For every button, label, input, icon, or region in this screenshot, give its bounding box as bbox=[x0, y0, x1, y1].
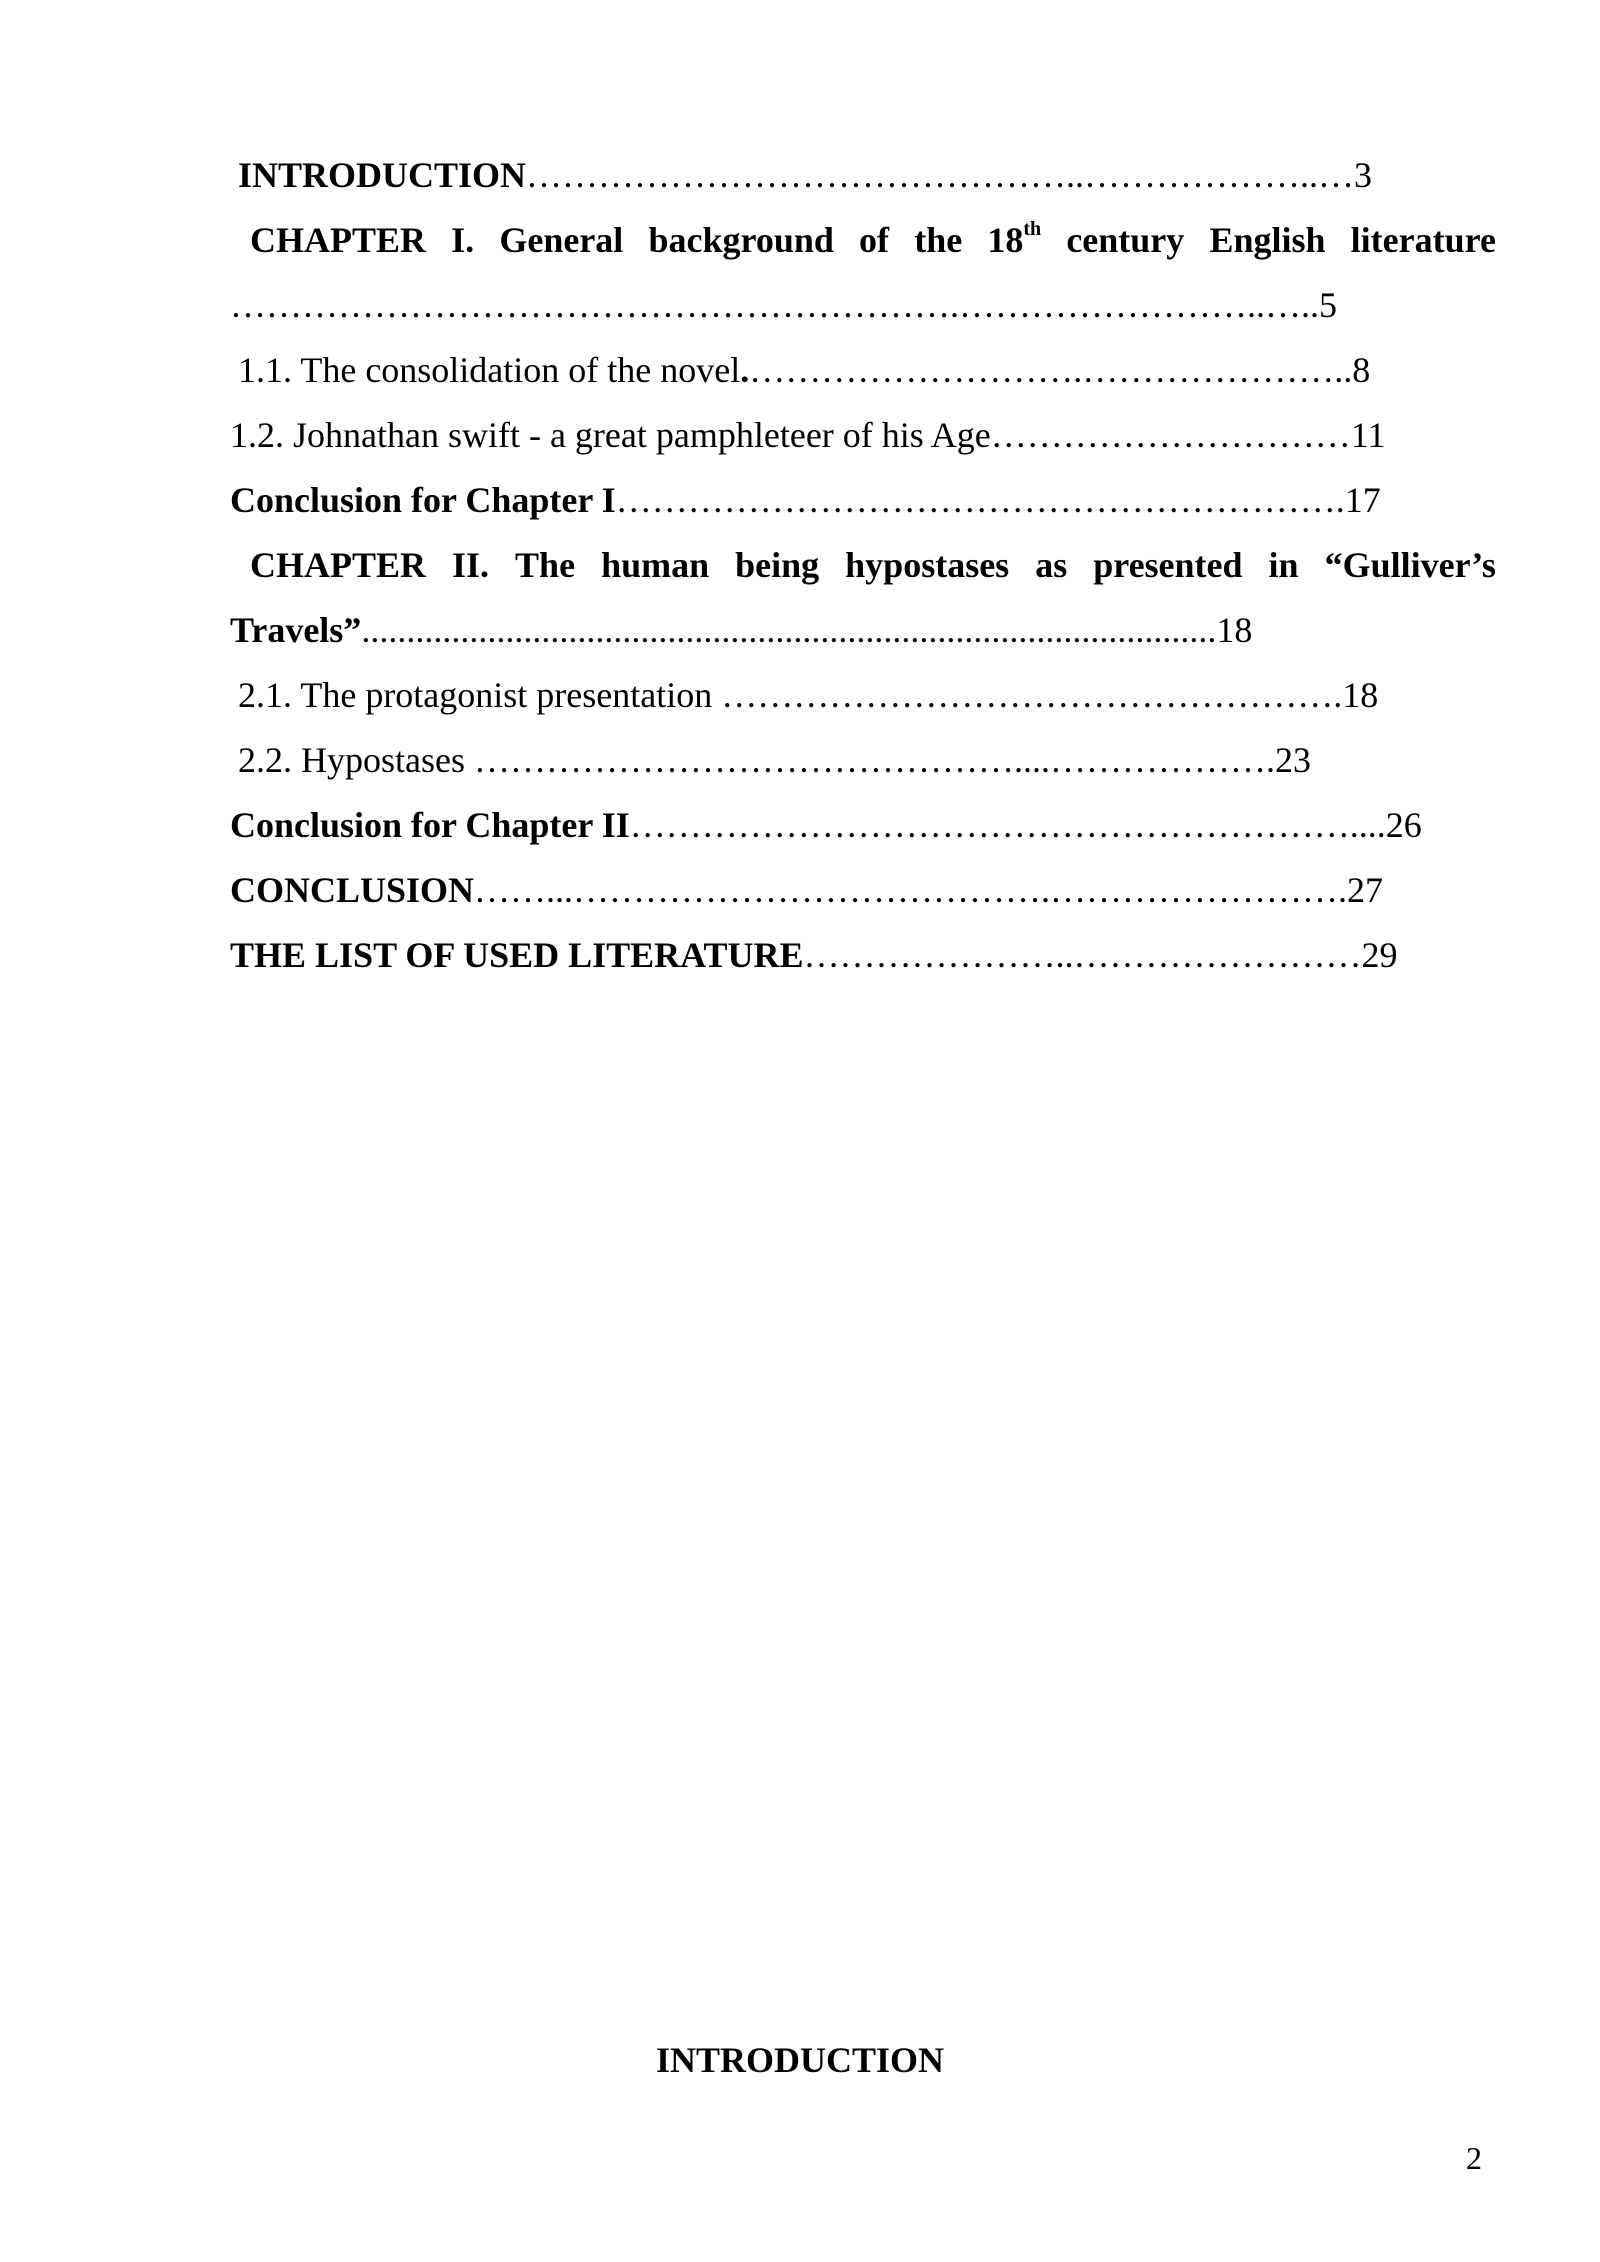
toc-page-number: 11 bbox=[1350, 415, 1386, 455]
toc-word: background bbox=[648, 220, 834, 260]
toc-word: literature bbox=[1350, 220, 1496, 260]
toc-entry-literature[interactable] bbox=[230, 932, 1398, 978]
page-number: 2 bbox=[1466, 2140, 1482, 2176]
toc-leader: ............................................................................................... bbox=[361, 610, 1217, 650]
toc-page-number: 3 bbox=[1354, 155, 1373, 195]
toc-entry-2-2[interactable] bbox=[238, 737, 1311, 783]
toc-page-number: 8 bbox=[1352, 350, 1371, 390]
toc-entry-conclusion-chapter2[interactable] bbox=[230, 802, 1422, 848]
toc-word: II. bbox=[452, 545, 490, 585]
toc-word: century bbox=[1066, 220, 1185, 260]
toc-leader: ……………………………………………. bbox=[712, 675, 1343, 715]
toc-page-number: 18 bbox=[1342, 675, 1379, 715]
toc-entry-title: 2.1. The protagonist presentation bbox=[238, 675, 713, 715]
toc-page-number: 26 bbox=[1385, 805, 1422, 845]
toc-page-number: 5 bbox=[1319, 285, 1337, 325]
toc-leader: …………………………………………………….... bbox=[629, 805, 1386, 845]
toc-entry-chapter1[interactable] bbox=[250, 217, 1496, 263]
toc-leader: ………………………… bbox=[990, 415, 1351, 455]
toc-leader: …………………..…………………… bbox=[803, 935, 1362, 975]
toc-page-number: 18 bbox=[1216, 610, 1253, 650]
toc-entry-title: Conclusion for Chapter II bbox=[230, 805, 630, 845]
toc-entry-title: 1.1. The consolidation of the novel bbox=[238, 350, 741, 390]
toc-leader: ……...………………………………….……………………. bbox=[474, 870, 1348, 910]
toc-word: the bbox=[914, 220, 963, 260]
toc-entry-title: Conclusion for Chapter I bbox=[230, 480, 616, 520]
toc-bold-dot: . bbox=[740, 350, 750, 390]
toc-leader: …………………………………………………….……………………..….. bbox=[230, 285, 1319, 325]
toc-page-number: 29 bbox=[1361, 935, 1398, 975]
toc-entry-chapter1-leader-line[interactable] bbox=[230, 282, 1337, 328]
toc-word: hypostases bbox=[845, 545, 1010, 585]
superscript: th bbox=[1023, 218, 1042, 240]
toc-entry-1-1[interactable] bbox=[238, 347, 1370, 393]
toc-word: presented bbox=[1093, 545, 1243, 585]
toc-entry-2-1[interactable] bbox=[238, 672, 1378, 718]
toc-word: “Gulliver’s bbox=[1324, 545, 1496, 585]
toc-entry-title: Travels” bbox=[230, 610, 362, 650]
toc-word: human bbox=[601, 545, 710, 585]
toc-word: being bbox=[735, 545, 820, 585]
toc-word: as bbox=[1035, 545, 1068, 585]
toc-word: CHAPTER bbox=[250, 220, 427, 260]
toc-leader: ……………………….………………….. bbox=[749, 350, 1353, 390]
toc-leader: ………………………………………..………………..… bbox=[526, 155, 1355, 195]
toc-word: I. bbox=[451, 220, 475, 260]
toc-page-number: 23 bbox=[1275, 740, 1311, 780]
toc-word-century-number: 18th bbox=[987, 218, 1042, 260]
toc-entry-1-2[interactable] bbox=[230, 412, 1385, 458]
toc-word: of bbox=[859, 220, 890, 260]
toc-entry-conclusion[interactable] bbox=[230, 867, 1383, 913]
toc-word: CHAPTER bbox=[250, 545, 427, 585]
toc-entry-chapter2-leader-line[interactable] bbox=[230, 607, 1252, 653]
toc-word: in bbox=[1268, 545, 1299, 585]
toc-entry-title: CONCLUSION bbox=[230, 870, 475, 910]
toc-word: The bbox=[515, 545, 576, 585]
toc-word: General bbox=[499, 220, 624, 260]
toc-entry-title: 1.2. Johnathan swift - a great pamphleteer of his Age bbox=[230, 415, 991, 455]
toc-word: English bbox=[1209, 220, 1326, 260]
toc-entry-title: THE LIST OF USED LITERATURE bbox=[230, 935, 804, 975]
toc-entry-chapter2[interactable] bbox=[250, 542, 1496, 588]
section-heading-introduction: INTRODUCTION bbox=[655, 2040, 945, 2080]
toc-leader: ……………………………………………………. bbox=[615, 480, 1345, 520]
toc-entry-title: INTRODUCTION bbox=[238, 155, 527, 195]
toc-entry-title: 2.2. Hypostases bbox=[238, 740, 465, 780]
toc-entry-conclusion-chapter1[interactable] bbox=[230, 477, 1381, 523]
toc-page-number: 17 bbox=[1344, 480, 1381, 520]
toc-entry-introduction[interactable] bbox=[238, 152, 1372, 198]
toc-leader: ………………………………………....………………. bbox=[465, 740, 1275, 780]
toc-page-number: 27 bbox=[1347, 870, 1384, 910]
